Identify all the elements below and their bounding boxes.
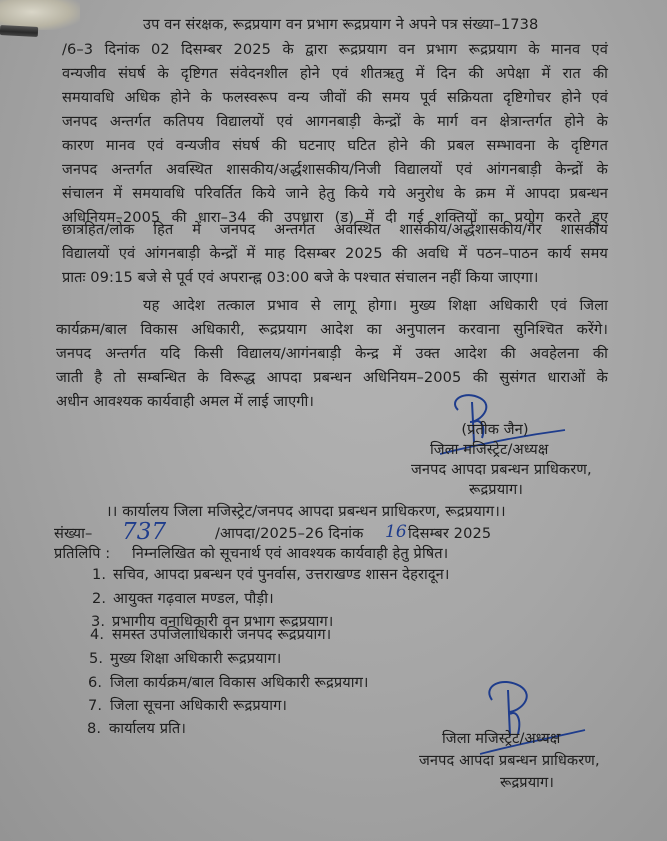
item-number: 7.	[88, 697, 103, 714]
para1-line: अधिनियम–2005 की धारा–34 की उपधारा (ड) में दी गई शक्तियों का प्रयोग करते हुए	[62, 209, 608, 226]
item-number: 8.	[87, 720, 102, 737]
para2-line: कार्यक्रम/बाल विकास अधिकारी, रूद्रप्रयाग आदेश का अनुपालन करवाना सुनिश्चित करेंगे।	[56, 321, 608, 338]
signatory-place-2: रूद्रप्रयाग।	[500, 774, 554, 791]
month-year: दिसम्बर 2025	[408, 525, 492, 542]
item-text: जिला कार्यक्रम/बाल विकास अधिकारी रूद्रप्रयाग।	[110, 674, 369, 691]
item-text: जिला सूचना अधिकारी रूद्रप्रयाग।	[110, 697, 288, 714]
office-header: ।। कार्यालय जिला मजिस्ट्रेट/जनपद आपदा प्रबन्धन प्राधिकरण, रूद्रप्रयाग।।	[106, 503, 506, 520]
item-text: कार्यालय प्रति।	[109, 720, 186, 737]
signatory-designation: जिला मजिस्ट्रेट/अध्यक्ष	[430, 441, 549, 458]
para1-line: संचालन में समयावधि परिवर्तित किये जाने हेतु किये गये अनुरोध के क्रम में आपदा प्रबन्धन	[62, 185, 608, 202]
binder-pin	[0, 25, 38, 37]
para1-line: समयावधि अधिक होने के फलस्वरूप वन्य जीवों की समय पूर्व सक्रियता दृष्टिगोचर होने एवं	[62, 89, 608, 106]
item-number: 6.	[88, 674, 103, 691]
para1-line: जनपद अन्तर्गत अवस्थित शासकीय/अर्द्धशासकीय/निजी विद्यालयों एवं आंगनबाड़ी केन्द्रों के	[62, 161, 608, 178]
item-text: प्रभागीय वनाधिकारी वन प्रभाग रूद्रप्रयाग।	[112, 613, 334, 630]
para1-line: उप वन संरक्षक, रूद्रप्रयाग वन प्रभाग रूद्रप्रयाग ने अपने पत्र संख्या–1738	[143, 16, 539, 33]
signatory-authority: जनपद आपदा प्रबन्धन प्राधिकरण,	[411, 461, 592, 478]
para2-line: जनपद अन्तर्गत यदि किसी विद्यालय/आगंनबाड़ी केन्द्र में उक्त आदेश की अवहेलना की	[56, 345, 608, 362]
item-number: 5.	[89, 650, 104, 667]
signatory-place: रूद्रप्रयाग।	[469, 481, 523, 498]
reference-middle: /आपदा/2025–26 दिनांक	[215, 525, 364, 542]
handwritten-number: 737	[122, 519, 167, 545]
signatory-authority-2: जनपद आपदा प्रबन्धन प्राधिकरण,	[419, 752, 600, 769]
copy-text: निम्नलिखित को सूचनार्थ एवं आवश्यक कार्यवाही हेतु प्रेषित।	[132, 545, 449, 562]
item-text: समस्त उपजिलाधिकारी जनपद रूद्रप्रयाग।	[112, 626, 332, 643]
para1-line: /6–3 दिनांक 02 दिसम्बर 2025 के द्वारा रूद्रप्रयाग वन प्रभाग रूद्रप्रयाग के मानव एवं	[62, 41, 608, 58]
copy-label: प्रतिलिपि :	[54, 545, 111, 562]
item-number: 3.	[91, 613, 106, 630]
number-label: संख्या–	[54, 525, 93, 542]
signatory-name: (प्रतीक जैन)	[461, 421, 529, 438]
signatory-designation-2: जिला मजिस्ट्रेट/अध्यक्ष	[442, 730, 561, 747]
para2-line: जाती है तो सम्बन्धित के विरूद्ध आपदा प्रबन्धन अधिनियम–2005 की सुसंगत धाराओं के	[56, 369, 608, 386]
para1-line: जनपद अन्तर्गत कतिपय विद्यालयों एवं आगनबाड़ी केन्द्रों के मार्ग वन क्षेत्रान्तर्गत होने के	[62, 113, 608, 130]
item-text: मुख्य शिक्षा अधिकारी रूद्रप्रयाग।	[110, 650, 282, 667]
para1-line: प्रातः 09:15 बजे से पूर्व एवं अपरान्ह्न 03:00 बजे के पश्चात संचालन नहीं किया जाएगा।	[62, 269, 539, 286]
para2-line: यह आदेश तत्काल प्रभाव से लागू होगा। मुख्य शिक्षा अधिकारी एवं जिला	[143, 297, 608, 314]
para1-line: विद्यालयों एवं आंगनबाड़ी केन्द्रों में माह दिसम्बर 2025 की अवधि में पठन–पाठन कार्य समय	[62, 245, 608, 262]
para2-line: अधीन आवश्यक कार्यवाही अमल में लाई जाएगी।	[56, 393, 314, 410]
handwritten-day: 16	[385, 522, 407, 542]
item-text: सचिव, आपदा प्रबन्धन एवं पुनर्वास, उत्तराखण्ड शासन देहरादून।	[113, 566, 450, 583]
item-number: 4.	[90, 626, 105, 643]
para1-line: छात्रहित/लोक हित में जनपद अन्तर्गत अवस्थित शासकीय/अर्द्धशासकीय/गैर शासकीय	[62, 221, 608, 238]
item-number: 2.	[92, 590, 107, 607]
item-text: आयुक्त गढ़वाल मण्डल, पौड़ी।	[113, 590, 274, 607]
para1-line: कारण मानव एवं वन्यजीव संघर्ष की घटनाए घटित होने की प्रबल सम्भावना के दृष्टिगत	[62, 137, 608, 154]
para1-line: वन्यजीव संघर्ष के दृष्टिगत संवेदनशील होने एवं शीतऋतु में दिन की अपेक्षा में रात की	[62, 65, 608, 82]
item-number: 1.	[92, 566, 107, 583]
